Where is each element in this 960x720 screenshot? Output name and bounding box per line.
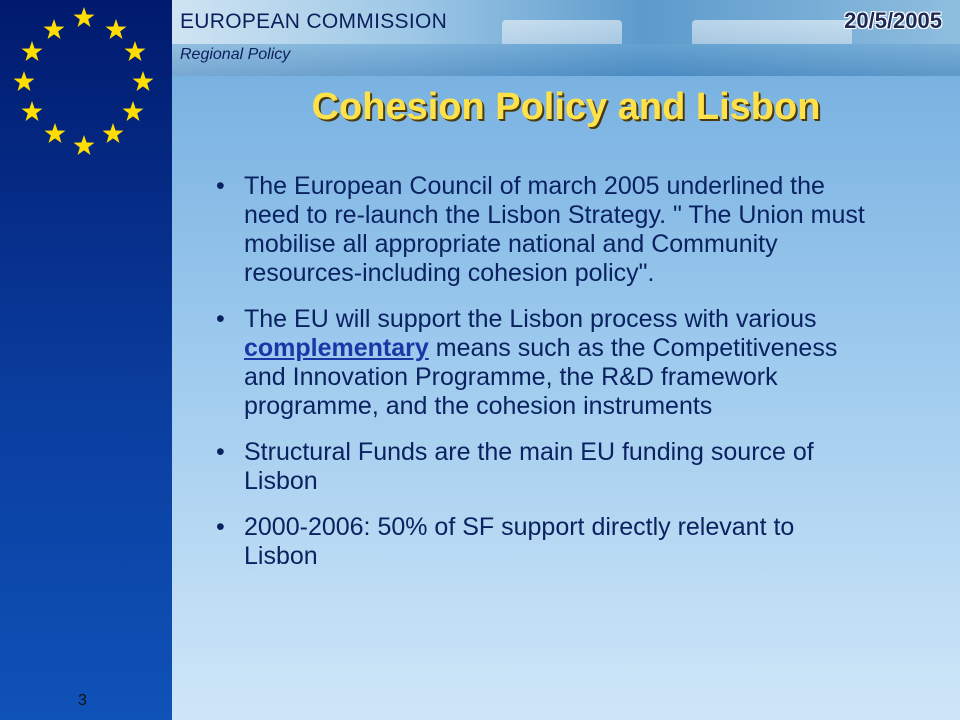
eu-flag-stars: [0, 0, 172, 170]
bullet-list: [212, 172, 872, 588]
star-icon: [133, 71, 154, 91]
ship-silhouette: [692, 20, 852, 44]
organization-name: EUROPEAN COMMISSION: [180, 10, 448, 33]
department-name: Regional Policy: [180, 46, 291, 63]
star-icon: [14, 71, 35, 91]
bullet-text-pre: The EU will support the Lisbon process with various: [244, 305, 817, 333]
star-icon: [45, 123, 66, 143]
star-icon: [44, 19, 65, 39]
star-icon: [123, 101, 144, 121]
slide-date: 20/5/2005: [844, 8, 942, 33]
eu-sidebar: [0, 0, 172, 720]
star-icon: [74, 7, 95, 27]
complementary-link[interactable]: complementary: [244, 334, 429, 362]
star-icon: [106, 19, 127, 39]
bullet-text: 2000-2006: 50% of SF support directly relevant to Lisbon: [244, 513, 795, 570]
star-icon: [22, 101, 43, 121]
slide-number: 3: [78, 692, 87, 709]
bullet-text-post: means such as the Competitiveness and Innovation Programme, the R&D framework programme, and the cohesion instruments: [244, 334, 838, 420]
star-icon: [22, 41, 43, 61]
bullet-item: [212, 305, 872, 421]
ship-silhouette: [502, 20, 622, 44]
bullet-item: [212, 438, 872, 496]
bullet-text: The European Council of march 2005 underlined the need to re-launch the Lisbon Strategy. " The Union must mobilise all appropriate national and Community resources-including cohesion policy".: [244, 172, 865, 287]
bullet-text: Structural Funds are the main EU funding source of Lisbon: [244, 438, 814, 495]
bullet-item: [212, 172, 872, 288]
star-icon: [125, 41, 146, 61]
slide-title: Cohesion Policy and Lisbon: [311, 86, 821, 128]
star-icon: [103, 123, 124, 143]
star-icon: [74, 135, 95, 155]
bullet-item: [212, 513, 872, 571]
